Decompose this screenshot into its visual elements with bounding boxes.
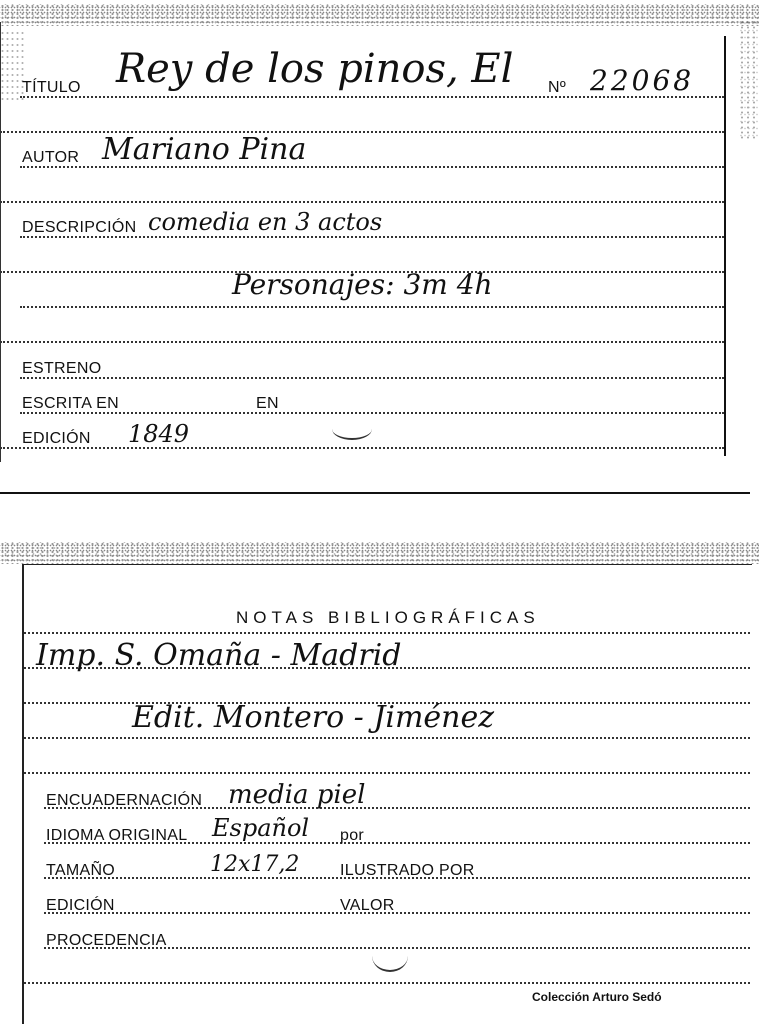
rule-notas-4 (24, 737, 750, 739)
numero-label: Nº (548, 79, 566, 96)
card-top-edge (22, 564, 752, 565)
rule-edicion-back (44, 912, 750, 914)
rule-escrita-en (20, 412, 724, 414)
card-right-edge (724, 36, 726, 456)
notas-heading: NOTAS BIBLIOGRÁFICAS (236, 608, 540, 627)
rule-edicion (0, 447, 724, 449)
autor-label: AUTOR (22, 149, 80, 166)
idioma-label: IDIOMA ORIGINAL (46, 827, 188, 844)
procedencia-label: PROCEDENCIA (46, 932, 167, 949)
personajes-value: Personajes: 3m 4h (232, 268, 493, 301)
edicion-back-label: EDICIÓN (46, 897, 115, 914)
ilustrado-label: ILUSTRADO POR (340, 862, 475, 879)
en-label: EN (256, 395, 279, 412)
scan-speckle-top (0, 4, 759, 26)
edicion-label: EDICIÓN (22, 430, 91, 447)
scan-speckle-right (739, 20, 759, 140)
titulo-label: TÍTULO (22, 79, 81, 96)
rule-blank-4 (0, 341, 724, 343)
estreno-label: ESTRENO (22, 360, 102, 377)
scan-speckle-left (0, 30, 24, 100)
edicion-value: 1849 (128, 420, 190, 448)
idioma-value: Español (212, 814, 310, 842)
card-separator-line (0, 492, 750, 494)
scan-speckle-bottom (0, 542, 759, 564)
por-label: por (340, 827, 365, 844)
collection-footer: Colección Arturo Sedó (532, 990, 662, 1004)
tamano-value: 12x17,2 (210, 852, 300, 877)
catalog-card-back (0, 540, 759, 1028)
rule-bottom (24, 982, 750, 984)
ink-smudge (332, 418, 372, 440)
catalog-card-front (0, 0, 759, 468)
numero-value: 22068 (590, 64, 695, 97)
descripcion-label: DESCRIPCIÓN (22, 219, 137, 236)
card-left-edge (0, 22, 1, 462)
note-line-1: Imp. S. Omaña - Madrid (36, 638, 402, 673)
titulo-value: Rey de los pinos, El (116, 46, 514, 92)
autor-value: Mariano Pina (102, 132, 307, 167)
rule-personajes (20, 306, 724, 308)
ink-smudge-back (372, 940, 408, 972)
encuadernacion-value: media piel (228, 780, 366, 810)
encuadernacion-label: ENCUADERNACIÓN (46, 792, 203, 809)
escrita-en-label: ESCRITA EN (22, 395, 119, 412)
descripcion-value: comedia en 3 actos (148, 208, 383, 236)
rule-estreno (20, 377, 724, 379)
rule-notas-5 (24, 772, 750, 774)
rule-notas-1 (24, 632, 750, 634)
note-line-2: Edit. Montero - Jiménez (132, 700, 495, 735)
tamano-label: TAMAÑO (46, 862, 116, 879)
rule-blank-2 (0, 201, 724, 203)
valor-label: VALOR (340, 897, 395, 914)
